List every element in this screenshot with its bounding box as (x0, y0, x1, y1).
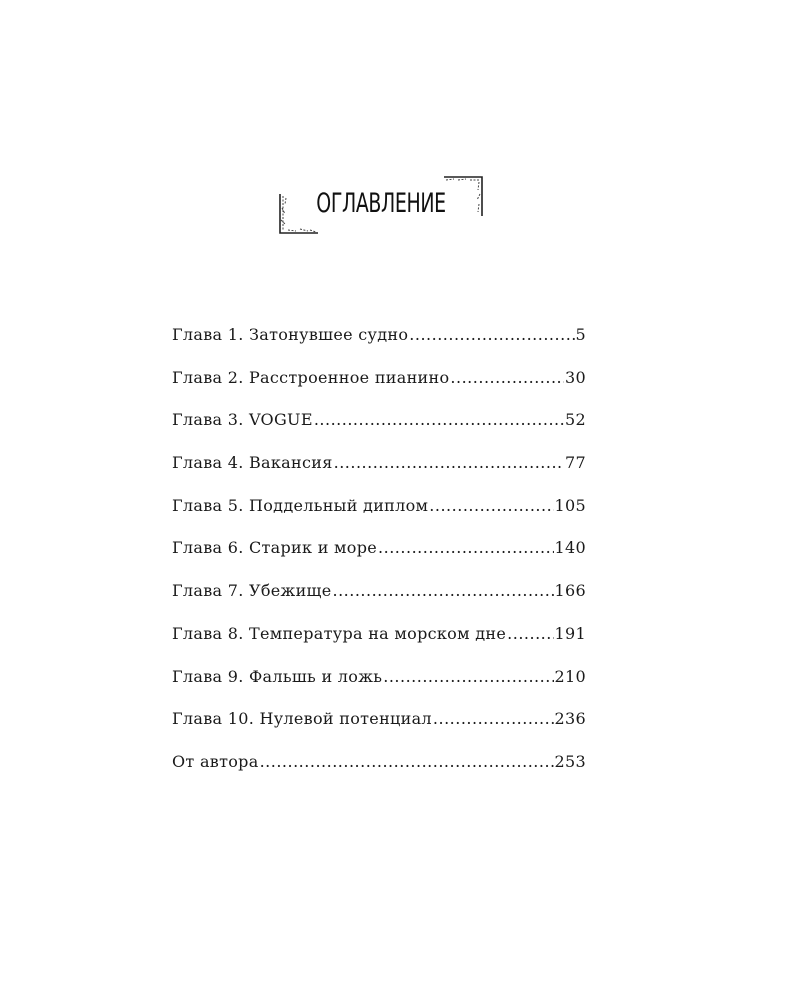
toc-entry-page: 105 (554, 495, 586, 515)
toc-entry-page: 236 (554, 709, 586, 729)
toc-entry-page: 253 (554, 751, 586, 771)
toc-entry[interactable] (172, 538, 586, 581)
toc-entry[interactable] (172, 453, 586, 496)
toc-leader-dots (409, 325, 574, 344)
toc-entry[interactable] (172, 667, 586, 710)
page-title: ОГЛАВЛЕНИЕ (316, 188, 446, 219)
toc-entry[interactable] (172, 709, 586, 752)
toc-leader-dots (332, 581, 553, 600)
toc-entry-label: Глава 1. Затонувшее судно (172, 325, 409, 344)
toc-entry[interactable] (172, 581, 586, 624)
toc-entry-label: Глава 9. Фальшь и ложь (172, 666, 383, 686)
toc-entry-label: Глава 6. Старик и море (172, 538, 378, 558)
toc-leader-dots (429, 496, 553, 515)
toc-entry-page: 30 (565, 367, 586, 387)
toc-entry[interactable] (172, 624, 586, 667)
toc-entry[interactable] (172, 325, 586, 368)
toc-entry-page: 191 (554, 623, 586, 643)
toc-entry-page: 210 (554, 666, 586, 686)
toc-entry-label: Глава 3. VOGUE (172, 410, 313, 430)
toc-leader-dots (383, 667, 553, 686)
toc-entry-page: 166 (554, 581, 586, 601)
toc-entry[interactable] (172, 368, 586, 411)
toc-entry-label: Глава 8. Температура на морском дне (172, 623, 507, 643)
toc-entry-page: 5 (575, 325, 586, 344)
toc-entry-label: Глава 4. Вакансия (172, 453, 333, 473)
toc-entry-page: 77 (565, 453, 586, 473)
toc-entry-page: 140 (554, 538, 586, 558)
toc-entry-label: Глава 5. Поддельный диплом (172, 495, 429, 515)
toc-entry[interactable] (172, 752, 586, 795)
toc-leader-dots (314, 410, 564, 429)
toc-leader-dots (433, 709, 554, 728)
toc-leader-dots (334, 453, 564, 472)
toc-leader-dots (378, 538, 554, 557)
toc-leader-dots (260, 752, 554, 771)
toc-entry-label: Глава 7. Убежище (172, 581, 332, 601)
toc-entry-label: От автора (172, 751, 259, 771)
toc-leader-dots (450, 368, 564, 387)
toc-leader-dots (507, 624, 553, 643)
toc-entry[interactable] (172, 410, 586, 453)
toc-entry-label: Глава 10. Нулевой потенциал (172, 709, 432, 729)
toc-entry-label: Глава 2. Расстроенное пианино (172, 367, 450, 387)
table-of-contents (172, 325, 586, 795)
toc-entry-page: 52 (565, 410, 586, 430)
toc-entry[interactable] (172, 496, 586, 539)
contents-heading (276, 174, 486, 236)
